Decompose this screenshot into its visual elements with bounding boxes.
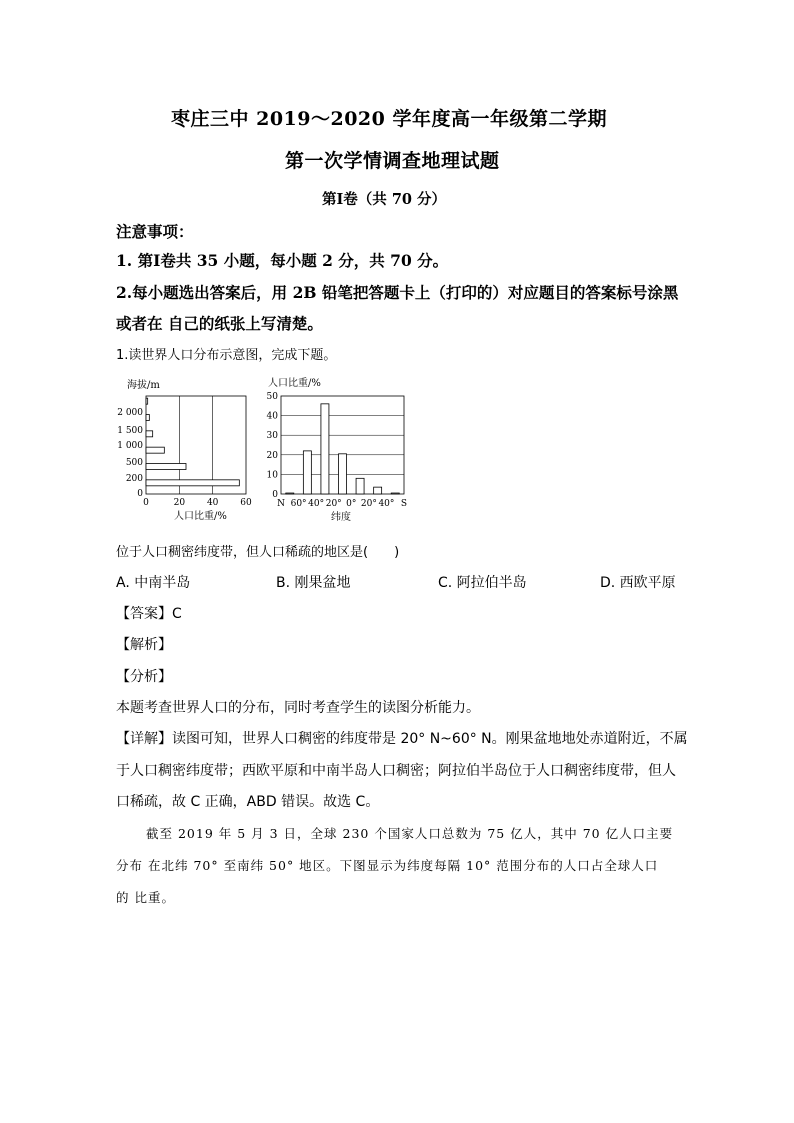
option-d[interactable]: D. 西欧平原 bbox=[600, 575, 676, 591]
latitude-xtick-4: 0° bbox=[346, 499, 357, 509]
latitude-bar-2 bbox=[321, 404, 329, 494]
altitude-bar-2 bbox=[146, 447, 164, 453]
answer-tag: 【答案】 bbox=[116, 606, 172, 622]
latitude-ytick-3: 30 bbox=[266, 431, 278, 442]
latitude-chart bbox=[267, 376, 408, 523]
detail-text-1: 读图可知，世界人口稠密的纬度带是 20° N~60° N。刚果盆地地处赤道附近，不属 bbox=[172, 731, 688, 747]
fenxi-tag: 【分析】 bbox=[116, 669, 172, 685]
altitude-chart bbox=[117, 378, 252, 522]
altitude-ytick-5: 0 bbox=[137, 489, 143, 499]
right-chart-ylabel: 人口比重/% bbox=[268, 378, 321, 389]
latitude-bar-1 bbox=[303, 451, 311, 494]
detail-line3: 口稀疏，故 C 正确，ABD 错误。故选 C。 bbox=[116, 794, 380, 810]
latitude-bar-0 bbox=[286, 493, 294, 494]
altitude-ytick-3: 500 bbox=[125, 458, 143, 468]
latitude-ytick-0: 0 bbox=[272, 490, 278, 500]
latitude-ytick-2: 20 bbox=[266, 450, 278, 461]
altitude-ytick-4: 200 bbox=[125, 474, 143, 484]
latitude-ytick-4: 40 bbox=[266, 411, 278, 422]
question-prompt: 位于人口稠密纬度带，但人口稀疏的地区是( ) bbox=[116, 545, 400, 560]
passage-line1: 截至 2019 年 5 月 3 日，全球 230 个国家人口总数为 75 亿人，其中 70 亿人口主要 bbox=[146, 826, 674, 841]
analysis-tag: 【解析】 bbox=[116, 637, 172, 653]
section-title: 第Ⅰ卷（共 70 分） bbox=[322, 191, 447, 208]
altitude-bar-0 bbox=[146, 480, 239, 486]
latitude-bar-3 bbox=[339, 454, 347, 494]
left-chart-frame bbox=[146, 396, 246, 494]
answer-line bbox=[116, 603, 182, 623]
latitude-ytick-5: 50 bbox=[266, 392, 278, 402]
exam-title-line1: 枣庄三中 2019～2020 学年度高一年级第二学期 bbox=[171, 108, 607, 130]
notes-item-1: 1. 第Ⅰ卷共 35 小题，每小题 2 分，共 70 分。 bbox=[116, 251, 449, 270]
option-a[interactable]: A. 中南半岛 bbox=[116, 575, 191, 591]
notes-item-2-line2: 或者在 自己的纸张上写清楚。 bbox=[116, 314, 323, 333]
notes-item-2-line1: 2.每小题选出答案后，用 2B 铅笔把答题卡上（打印的）对应题目的答案标号涂黑 bbox=[116, 283, 679, 302]
latitude-bar-5 bbox=[374, 487, 382, 494]
latitude-xtick-1: 60° bbox=[290, 499, 307, 509]
altitude-bar-1 bbox=[146, 464, 186, 470]
population-figure bbox=[116, 374, 416, 526]
latitude-xtick-6: 40° bbox=[378, 499, 395, 509]
latitude-xtick-5: 20° bbox=[360, 499, 377, 509]
question-stem: 1.读世界人口分布示意图，完成下题。 bbox=[116, 348, 337, 363]
notes-heading: 注意事项： bbox=[116, 222, 194, 241]
passage-line2: 分布 在北纬 70° 至南纬 50° 地区。下图显示为纬度每隔 10° 范围分布的人口占全球人口 bbox=[116, 858, 659, 873]
right-chart-xlabel: 纬度 bbox=[331, 512, 351, 523]
latitude-bar-4 bbox=[356, 478, 364, 494]
altitude-xtick-0: 0 bbox=[143, 498, 149, 508]
fenxi-text: 本题考查世界人口的分布，同时考查学生的读图分析能力。 bbox=[116, 700, 480, 716]
altitude-bar-5 bbox=[146, 398, 148, 404]
left-chart-ylabel: 海拔/m bbox=[127, 380, 160, 391]
option-b[interactable]: B. 刚果盆地 bbox=[276, 575, 351, 591]
altitude-bar-3 bbox=[146, 431, 153, 437]
answer-value: C bbox=[172, 606, 182, 622]
option-c[interactable]: C. 阿拉伯半岛 bbox=[438, 575, 527, 591]
altitude-xtick-1: 20 bbox=[173, 498, 186, 508]
latitude-xtick-0: N bbox=[277, 499, 285, 509]
altitude-ytick-0: 2 000 bbox=[117, 408, 143, 418]
latitude-xtick-3: 20° bbox=[325, 499, 342, 509]
altitude-xtick-2: 40 bbox=[206, 498, 219, 508]
detail-line2: 于人口稠密纬度带；西欧平原和中南半岛人口稠密；阿拉伯半岛位于人口稠密纬度带，但人 bbox=[116, 763, 676, 779]
left-chart-xlabel: 人口比重/% bbox=[174, 511, 227, 522]
detail-tag: 【详解】 bbox=[116, 731, 172, 747]
altitude-bar-4 bbox=[146, 415, 149, 421]
altitude-xtick-3: 60 bbox=[240, 498, 252, 508]
latitude-ytick-1: 10 bbox=[266, 470, 278, 481]
altitude-ytick-1: 1 500 bbox=[117, 426, 143, 436]
exam-title-line2: 第一次学情调查地理试题 bbox=[285, 150, 500, 172]
passage-line3: 的 比重。 bbox=[116, 890, 175, 905]
latitude-xtick-7: S bbox=[400, 499, 408, 509]
latitude-bar-6 bbox=[391, 493, 399, 494]
latitude-xtick-2: 40° bbox=[308, 499, 325, 509]
altitude-ytick-2: 1 000 bbox=[117, 441, 143, 451]
detail-line1 bbox=[116, 728, 688, 748]
